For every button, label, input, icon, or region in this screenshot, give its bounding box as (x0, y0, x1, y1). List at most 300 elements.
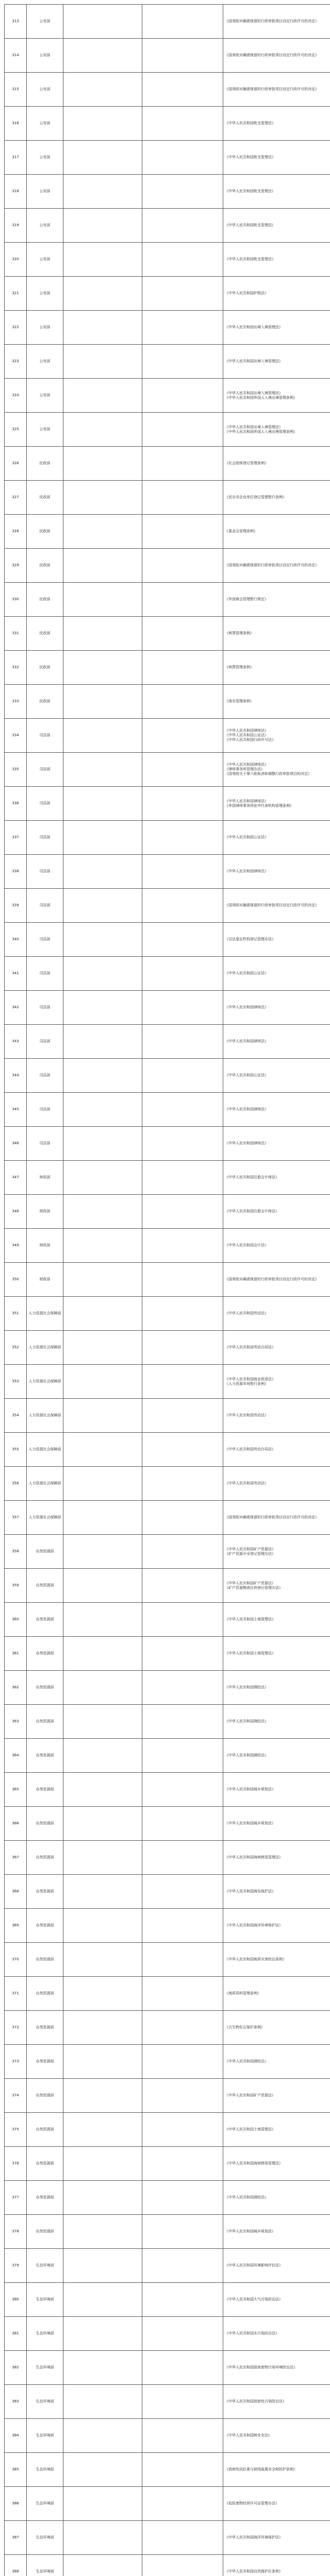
row-number: 364 (5, 1739, 27, 1773)
row-department: 司法部 (27, 957, 63, 991)
row-department: 自然资源部 (27, 1773, 63, 1807)
table-row (5, 991, 330, 1025)
row-item-name (63, 1535, 142, 1569)
row-subject (142, 2317, 223, 2351)
legal-basis-line: 《外国商会管理暂行规定》 (225, 597, 268, 602)
legal-basis-line: 《中华人民共和国矿产资源法》 (225, 1581, 275, 1585)
row-number: 361 (5, 1637, 27, 1671)
row-item-name (63, 1637, 142, 1671)
row-subject (142, 753, 223, 787)
row-department: 公安部 (27, 413, 63, 447)
row-department: 自然资源部 (27, 1807, 63, 1841)
legal-basis-line: 《中华人民共和国律师法》 (225, 1107, 268, 1112)
legal-basis-line: 《中华人民共和国律师法》 (225, 1039, 268, 1044)
row-subject (142, 1739, 223, 1773)
table-row (5, 107, 330, 141)
row-department: 财政部 (27, 1161, 63, 1195)
row-item-name (63, 2419, 142, 2453)
row-department: 司法部 (27, 1093, 63, 1127)
row-number: 383 (5, 2385, 27, 2419)
table-row (5, 1127, 330, 1161)
row-number: 349 (5, 1229, 27, 1263)
row-number: 335 (5, 753, 27, 787)
row-item-name (63, 311, 142, 345)
row-subject (142, 1875, 223, 1909)
row-item-name (63, 2045, 142, 2079)
table-row (5, 2215, 330, 2249)
table-row (5, 2385, 330, 2419)
row-number: 323 (5, 345, 27, 379)
legal-basis-line: 《中华人民共和国城乡规划法》 (225, 1821, 275, 1826)
row-department: 自然资源部 (27, 1569, 63, 1603)
row-number: 368 (5, 1875, 27, 1909)
table-row (5, 1535, 330, 1569)
row-number: 369 (5, 1909, 27, 1943)
legal-basis-line: 《中华人民共和国劳动合同法》 (225, 1447, 275, 1452)
row-number: 337 (5, 821, 27, 855)
row-number: 321 (5, 277, 27, 311)
row-legal-basis (223, 2215, 330, 2249)
row-item-name (63, 175, 142, 209)
legal-basis-line: 《中华人民共和国城乡规划法》 (225, 2229, 275, 2234)
row-subject (142, 39, 223, 73)
row-item-name (63, 73, 142, 107)
row-subject (142, 1705, 223, 1739)
table-row (5, 2045, 330, 2079)
row-item-name (63, 1229, 142, 1263)
table-row (5, 311, 330, 345)
table-row (5, 2487, 330, 2521)
row-department: 司法部 (27, 787, 63, 821)
row-item-name (63, 889, 142, 923)
row-item-name (63, 1773, 142, 1807)
legal-basis-line: 《中华人民共和国出境入境管理法》 (225, 325, 283, 330)
row-subject (142, 413, 223, 447)
row-department: 财政部 (27, 1195, 63, 1229)
legal-basis-line: 《中华人民共和国城乡规划法》 (225, 1787, 275, 1792)
row-number: 378 (5, 2215, 27, 2249)
row-item-name (63, 1909, 142, 1943)
row-item-name (63, 1399, 142, 1433)
row-item-name (63, 719, 142, 753)
row-item-name (63, 2317, 142, 2351)
row-number: 382 (5, 2351, 27, 2385)
row-department: 民政部 (27, 481, 63, 515)
table-row (5, 2147, 330, 2181)
legal-basis-line: 《国务院对确需保留的行政审批项目设定行政许可的决定》 (225, 1515, 319, 1520)
table-row (5, 1331, 330, 1365)
row-item-name (63, 1025, 142, 1059)
table-row (5, 1297, 330, 1331)
row-item-name (63, 1943, 142, 1977)
row-legal-basis (223, 2045, 330, 2079)
legal-basis-line: 《国务院对确需保留的行政审批项目设定行政许可的决定》 (225, 87, 319, 92)
legal-basis-line: 《中华人民共和国护照法》 (225, 291, 268, 296)
row-item-name (63, 1297, 142, 1331)
row-department: 公安部 (27, 5, 63, 39)
row-subject (142, 889, 223, 923)
row-subject (142, 991, 223, 1025)
legal-basis-line: 《中华人民共和国律师法》 (225, 1005, 268, 1010)
table-row (5, 2181, 330, 2215)
row-number: 350 (5, 1263, 27, 1297)
row-legal-basis (223, 957, 330, 991)
legal-basis-line: 《民办非企业单位登记管理暂行条例》 (225, 495, 286, 500)
table-row (5, 1977, 330, 2011)
row-department: 司法部 (27, 821, 63, 855)
row-number: 379 (5, 2249, 27, 2283)
legal-basis-line: 《中华人民共和国测绘法》 (225, 2059, 268, 2064)
row-legal-basis (223, 855, 330, 889)
legal-basis-line: 《中华人民共和国公证法》 (225, 971, 268, 976)
table-row (5, 957, 330, 991)
row-legal-basis (223, 1773, 330, 1807)
row-legal-basis (223, 991, 330, 1025)
row-department: 生态环境部 (27, 2419, 63, 2453)
row-legal-basis (223, 1297, 330, 1331)
legal-basis-line: 《中华人民共和国海洋环境保护法》 (225, 1923, 283, 1928)
legal-basis-line: 《中华人民共和国出境入境管理法》 (225, 391, 283, 395)
table-row (5, 1365, 330, 1399)
row-number: 344 (5, 1059, 27, 1093)
row-legal-basis (223, 2317, 330, 2351)
row-legal-basis (223, 2147, 330, 2181)
row-item-name (63, 1671, 142, 1705)
row-number: 376 (5, 2147, 27, 2181)
legal-basis-line: 《中华人民共和国枪支管理法》 (225, 155, 275, 160)
legal-basis-line: 《地质资料管理条例》 (225, 1991, 261, 1996)
row-legal-basis (223, 1535, 330, 1569)
table-row (5, 1059, 330, 1093)
legal-basis-line: 《中华人民共和国测绘法》 (225, 1719, 268, 1724)
table-row (5, 1875, 330, 1909)
row-legal-basis (223, 1467, 330, 1501)
row-legal-basis (223, 719, 330, 753)
row-legal-basis (223, 617, 330, 651)
row-item-name (63, 1467, 142, 1501)
row-number: 385 (5, 2453, 27, 2487)
row-legal-basis (223, 2419, 330, 2453)
row-subject (142, 107, 223, 141)
row-item-name (63, 2521, 142, 2555)
row-number: 386 (5, 2487, 27, 2521)
row-subject (142, 1603, 223, 1637)
row-department: 生态环境部 (27, 2283, 63, 2317)
row-department: 自然资源部 (27, 1739, 63, 1773)
row-item-name (63, 209, 142, 243)
row-subject (142, 719, 223, 753)
row-number: 372 (5, 2011, 27, 2045)
legal-basis-line: 《中华人民共和国地质灾害防治条例》 (225, 1957, 286, 1962)
row-number: 333 (5, 685, 27, 719)
row-subject (142, 1807, 223, 1841)
legal-basis-line: 《危险废物经营许可证管理办法》 (225, 2501, 279, 2506)
table-row (5, 447, 330, 481)
legal-basis-line: 《殡葬管理条例》 (225, 631, 254, 636)
row-legal-basis (223, 2351, 330, 2385)
row-item-name (63, 447, 142, 481)
row-item-name (63, 1739, 142, 1773)
row-legal-basis (223, 1705, 330, 1739)
row-department: 公安部 (27, 209, 63, 243)
legal-basis-line: 《中华人民共和国土地管理法》 (225, 1617, 275, 1622)
row-number: 348 (5, 1195, 27, 1229)
legal-basis-line: 《中华人民共和国公证法》 (225, 835, 268, 840)
row-item-name (63, 1841, 142, 1875)
table-row (5, 1229, 330, 1263)
row-legal-basis (223, 2555, 330, 2576)
table-row (5, 1399, 330, 1433)
row-legal-basis (223, 1161, 330, 1195)
table-row (5, 2011, 330, 2045)
row-number: 342 (5, 991, 27, 1025)
table-row (5, 2351, 330, 2385)
row-department: 人力资源社会保障部 (27, 1365, 63, 1399)
row-item-name (63, 1977, 142, 2011)
row-department: 民政部 (27, 617, 63, 651)
legal-basis-line: 《司法鉴定机构登记管理办法》 (225, 937, 275, 942)
legal-basis-line: 《中华人民共和国公证法》 (225, 733, 268, 738)
legal-basis-line: 《中华人民共和国土地管理法》 (225, 2127, 275, 2132)
row-number: 332 (5, 651, 27, 685)
row-department: 自然资源部 (27, 1671, 63, 1705)
row-subject (142, 1093, 223, 1127)
row-subject (142, 2385, 223, 2419)
row-item-name (63, 1569, 142, 1603)
row-department: 民政部 (27, 515, 63, 549)
row-item-name (63, 345, 142, 379)
table-row (5, 1807, 330, 1841)
table-row (5, 651, 330, 685)
row-department: 司法部 (27, 753, 63, 787)
row-subject (142, 1977, 223, 2011)
row-number: 355 (5, 1433, 27, 1467)
legal-basis-line: 《国务院对确需保留的行政审批项目设定行政许可的决定》 (225, 53, 319, 58)
row-subject (142, 73, 223, 107)
row-legal-basis (223, 2011, 330, 2045)
row-department: 公安部 (27, 175, 63, 209)
row-item-name (63, 1059, 142, 1093)
row-subject (142, 1399, 223, 1433)
table-row (5, 923, 330, 957)
table-row (5, 39, 330, 73)
row-item-name (63, 1195, 142, 1229)
legal-basis-line: 《中华人民共和国水污染防治法》 (225, 2331, 279, 2336)
row-item-name (63, 1807, 142, 1841)
table-row (5, 889, 330, 923)
row-legal-basis (223, 1875, 330, 1909)
row-subject (142, 175, 223, 209)
row-legal-basis (223, 1841, 330, 1875)
row-legal-basis (223, 2487, 330, 2521)
row-item-name (63, 651, 142, 685)
legal-basis-line: 《中华人民共和国会计法》 (225, 1243, 268, 1248)
row-legal-basis (223, 1909, 330, 1943)
legal-basis-line: 《中华人民共和国注册会计师法》 (225, 1209, 279, 1214)
table-row (5, 141, 330, 175)
row-legal-basis (223, 651, 330, 685)
row-legal-basis (223, 277, 330, 311)
table-row (5, 583, 330, 617)
row-subject (142, 651, 223, 685)
legal-basis-line: 《中华人民共和国出境入境管理法》 (225, 425, 283, 429)
row-department: 自然资源部 (27, 1535, 63, 1569)
row-number: 365 (5, 1773, 27, 1807)
row-number: 353 (5, 1365, 27, 1399)
row-department: 生态环境部 (27, 2249, 63, 2283)
row-department: 司法部 (27, 719, 63, 753)
legal-basis-line: 《中华人民共和国核安全法》 (225, 2433, 272, 2438)
row-number: 339 (5, 889, 27, 923)
table-row (5, 719, 330, 753)
legal-basis-line: 《中华人民共和国枪支管理法》 (225, 189, 275, 194)
row-subject (142, 617, 223, 651)
row-legal-basis (223, 2181, 330, 2215)
row-number: 327 (5, 481, 27, 515)
row-legal-basis (223, 1195, 330, 1229)
row-subject (142, 2351, 223, 2385)
row-number: 351 (5, 1297, 27, 1331)
legal-basis-line: 《中华人民共和国矿产资源法》 (225, 1547, 275, 1551)
legal-basis-line: 《国务院对确需保留的行政审批项目设定行政许可的决定》 (225, 19, 319, 24)
table-row (5, 855, 330, 889)
row-number: 314 (5, 39, 27, 73)
row-number: 377 (5, 2181, 27, 2215)
approval-items-table (4, 4, 330, 2576)
row-number: 374 (5, 2079, 27, 2113)
row-item-name (63, 821, 142, 855)
row-subject (142, 1535, 223, 1569)
row-department: 生态环境部 (27, 2487, 63, 2521)
row-department: 民政部 (27, 549, 63, 583)
legal-basis-line: 《中华人民共和国律师法》 (225, 799, 268, 803)
row-number: 326 (5, 447, 27, 481)
legal-basis-line: 《中华人民共和国劳动法》 (225, 1413, 268, 1418)
row-legal-basis (223, 5, 330, 39)
row-subject (142, 2555, 223, 2576)
table-row (5, 787, 330, 821)
row-legal-basis (223, 821, 330, 855)
row-legal-basis (223, 107, 330, 141)
legal-basis-line: 《人力资源市场暂行条例》 (225, 1381, 268, 1386)
row-subject (142, 2453, 223, 2487)
row-subject (142, 379, 223, 413)
row-subject (142, 447, 223, 481)
row-department: 司法部 (27, 923, 63, 957)
table-row (5, 1467, 330, 1501)
row-legal-basis (223, 583, 330, 617)
row-number: 384 (5, 2419, 27, 2453)
row-number: 345 (5, 1093, 27, 1127)
row-legal-basis (223, 481, 330, 515)
row-legal-basis (223, 1671, 330, 1705)
legal-basis-line: 《中华人民共和国公证法》 (225, 1073, 268, 1078)
row-legal-basis (223, 1977, 330, 2011)
table-row (5, 5, 330, 39)
row-department: 自然资源部 (27, 1637, 63, 1671)
row-subject (142, 2521, 223, 2555)
row-subject (142, 2113, 223, 2147)
row-department: 公安部 (27, 141, 63, 175)
table-row (5, 2453, 330, 2487)
row-item-name (63, 1331, 142, 1365)
legal-basis-line: 《中华人民共和国海岛保护法》 (225, 1889, 275, 1894)
row-legal-basis (223, 1943, 330, 1977)
table-row (5, 2079, 330, 2113)
legal-basis-line: 《中华人民共和国律师法》 (225, 869, 268, 874)
row-item-name (63, 583, 142, 617)
row-subject (142, 1841, 223, 1875)
legal-basis-line: 《中华人民共和国测绘法》 (225, 1685, 268, 1690)
row-item-name (63, 141, 142, 175)
row-subject (142, 583, 223, 617)
legal-basis-line: 《矿产资源勘查区块登记管理办法》 (225, 1585, 283, 1590)
row-number: 319 (5, 209, 27, 243)
row-department: 生态环境部 (27, 2385, 63, 2419)
row-legal-basis (223, 1603, 330, 1637)
row-number: 381 (5, 2317, 27, 2351)
legal-basis-line: 《中华人民共和国出境入境管理法》 (225, 359, 283, 364)
row-number: 359 (5, 1569, 27, 1603)
table-row (5, 2555, 330, 2576)
row-item-name (63, 1501, 142, 1535)
row-number: 358 (5, 1535, 27, 1569)
row-department: 人力资源社会保障部 (27, 1467, 63, 1501)
row-legal-basis (223, 311, 330, 345)
row-legal-basis (223, 2249, 330, 2283)
row-department: 民政部 (27, 583, 63, 617)
row-department: 自然资源部 (27, 2147, 63, 2181)
row-legal-basis (223, 345, 330, 379)
row-number: 329 (5, 549, 27, 583)
legal-basis-line: 《中华人民共和国外国人入境出境管理条例》 (225, 429, 297, 434)
row-number: 317 (5, 141, 27, 175)
row-item-name (63, 957, 142, 991)
row-subject (142, 1433, 223, 1467)
row-item-name (63, 549, 142, 583)
table-row (5, 549, 330, 583)
row-legal-basis (223, 1399, 330, 1433)
table-row (5, 753, 330, 787)
row-department: 公安部 (27, 311, 63, 345)
row-legal-basis (223, 1263, 330, 1297)
legal-basis-line: 《中华人民共和国劳动合同法》 (225, 1345, 275, 1350)
row-department: 民政部 (27, 651, 63, 685)
row-item-name (63, 1365, 142, 1399)
row-subject (142, 1909, 223, 1943)
table-row (5, 1195, 330, 1229)
row-subject (142, 2419, 223, 2453)
legal-basis-line: 《中华人民共和国海域使用管理法》 (225, 2161, 283, 2166)
row-department: 公安部 (27, 107, 63, 141)
row-item-name (63, 2011, 142, 2045)
row-subject (142, 957, 223, 991)
row-legal-basis (223, 787, 330, 821)
table-row (5, 379, 330, 413)
row-subject (142, 2011, 223, 2045)
row-item-name (63, 1603, 142, 1637)
table-row (5, 1909, 330, 1943)
row-item-name (63, 2113, 142, 2147)
row-subject (142, 1671, 223, 1705)
table-row (5, 515, 330, 549)
row-number: 320 (5, 243, 27, 277)
legal-basis-line: 《矿产资源开采登记管理办法》 (225, 1551, 275, 1556)
table-row (5, 1739, 330, 1773)
row-subject (142, 821, 223, 855)
row-department: 公安部 (27, 379, 63, 413)
row-number: 354 (5, 1399, 27, 1433)
